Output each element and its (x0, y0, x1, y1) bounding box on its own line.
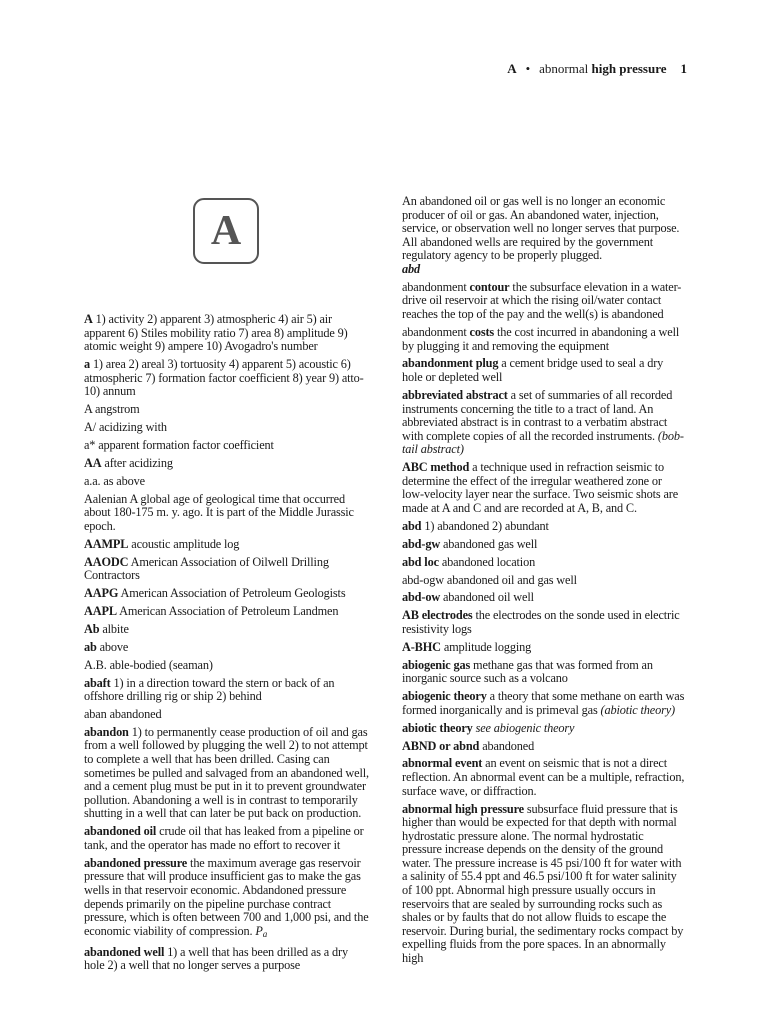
entry-term: abandonment (402, 324, 467, 339)
entry-definition: American Association of Petroleum Landmen (119, 603, 339, 618)
entry-definition: abandoned oil and gas well (446, 572, 577, 587)
entry-definition: An abandoned oil or gas well is no longer an economic producer of oil or gas. An abandoned water, injection, service, or observation well no longer serves that purpose. All abandoned wells are required by the government regulatory agency to be properly plugged. (402, 194, 680, 263)
entry-term: abd-gw (402, 536, 441, 551)
entry-term: AAPG (84, 586, 119, 601)
running-head (507, 61, 687, 77)
entry-definition: acoustic amplitude log (131, 536, 240, 551)
running-head-word1: abnormal (539, 61, 589, 76)
entry-definition: apparent formation factor coefficient (98, 437, 274, 452)
entry-term: A-BHC (402, 639, 441, 654)
entry-definition: abandoned location (441, 554, 536, 569)
entry-definition: a cement bridge used to seal a dry hole or depleted well (402, 356, 664, 385)
entry-term: abandon (84, 724, 129, 739)
dictionary-entry (84, 587, 370, 601)
entry-definition: a technique used in refraction seismic to determine the effect of the irregular weathered zone or low-velocity layer near the surface. Two seismic shots are made at A and C and are recorded at A, B, and C. (402, 460, 679, 515)
dictionary-entry (84, 641, 370, 655)
entry-definition: a set of summaries of all recorded instruments concerning the title to a tract of land. An abbreviated abstract is in contrast to a verbatim abstract with complete copies of all the recorded instruments. (402, 387, 673, 443)
dictionary-entry (84, 439, 370, 453)
entry-term: AAMPL (84, 536, 129, 551)
entry-definition: 1) area 2) areal 3) tortuosity 4) apparent 5) acoustic 6) atmospheric 7) formation factor coefficient 8) year 9) atto-10) annum (84, 357, 364, 399)
dictionary-entry (402, 757, 686, 798)
entry-term: ABND or abnd (402, 738, 480, 753)
dictionary-entry (402, 357, 686, 384)
right-column (402, 195, 686, 970)
running-head-letter: A (507, 61, 517, 76)
dictionary-entry (84, 623, 370, 637)
section-letter: A (210, 208, 242, 254)
entry-cross-reference: (bob-tail abstract) (402, 428, 684, 457)
entry-definition: the electrodes on the sonde used in electric resistivity logs (402, 608, 680, 636)
entry-definition: able-bodied (seaman) (109, 657, 213, 672)
entry-term: abbreviated abstract (402, 387, 508, 402)
entry-term: Aalenian (84, 491, 128, 506)
entry-cross-reference: see abiogenic theory (475, 720, 575, 735)
entry-definition: albite (102, 621, 129, 636)
dictionary-entry (84, 659, 370, 673)
entry-definition: a theory that some methane on earth was formed inorganically and is primeval gas (402, 689, 685, 717)
entry-continuation-tail: abd (402, 261, 420, 276)
dictionary-entry (402, 690, 686, 717)
dictionary-entry (402, 574, 686, 588)
dictionary-entry (402, 326, 686, 353)
dictionary-entry (402, 591, 686, 605)
section-letter-box (193, 198, 259, 264)
entry-term: a.a. (84, 473, 101, 488)
entry-term-bold: contour (469, 279, 510, 294)
dictionary-entry (402, 803, 686, 966)
entry-term: AB electrodes (402, 608, 473, 623)
entry-definition: an event on seismic that is not a direct reflection. An abnormal event can be a multiple, refraction, surface wave, or diffraction. (402, 756, 685, 798)
entry-definition: above (99, 639, 129, 654)
dictionary-entry (84, 358, 370, 399)
entry-definition: methane gas that was formed from an inorganic source such as a volcano (402, 657, 653, 686)
dictionary-entry (84, 857, 370, 942)
entry-definition: 1) in a direction toward the stern or back of an offshore drilling rig or ship 2) behind (84, 675, 335, 704)
entry-definition: 1) to permanently cease production of oil and gas from a well followed by plugging the well 2) to not attempt to complete a well that has been drilled. Casing can sometimes be pulled and salvaged from an abandoned well, and a cement plug must be put in it to prevent groundwater pollution. Abandoning a well is in contrast to temporarily shutting in a well that can later be put back on production. (84, 724, 369, 821)
dictionary-entry (402, 556, 686, 570)
dictionary-entry (402, 641, 686, 655)
dictionary-entry (84, 313, 370, 354)
dictionary-entry (84, 475, 370, 489)
page-number: 1 (680, 61, 687, 76)
entry-term: abiogenic theory (402, 689, 487, 704)
entry-cross-reference: (abiotic theory) (600, 702, 675, 717)
entry-term: abiotic theory (402, 720, 473, 735)
entry-term: abandonment (402, 279, 467, 294)
entry-definition: as above (103, 473, 145, 488)
entry-term: ABC method (402, 460, 470, 475)
dictionary-entry (84, 605, 370, 619)
entry-term: abandoned well (84, 944, 165, 959)
dictionary-entry (84, 403, 370, 417)
entry-term: ab (84, 639, 97, 654)
dictionary-entry (84, 493, 370, 534)
dictionary-entry (402, 281, 686, 322)
dictionary-entry (402, 520, 686, 534)
dictionary-entry (84, 677, 370, 704)
entry-term-bold: costs (469, 324, 495, 339)
entry-definition: the subsurface elevation in a water-drive oil reservoir at which the rising oil/water contact reaches the top of the pay and the well(s) is abandoned (402, 279, 682, 322)
entry-term: AAPL (84, 603, 117, 618)
entry-term: A.B. (84, 657, 107, 672)
entry-definition: abandoned oil well (443, 590, 534, 605)
entry-definition: 1) activity 2) apparent 3) atmospheric 4) air 5) air apparent 6) Stiles mobility ratio 7) area 8) amplitude 9) atomic weight 9) ampere 10) Avogadro's number (84, 312, 348, 354)
entry-term: abd-ogw (402, 572, 444, 587)
entry-term: Ab (84, 621, 100, 636)
dictionary-entry (402, 659, 686, 686)
entry-term: A/ (84, 420, 96, 435)
dictionary-entry (84, 538, 370, 552)
running-head-separator: • (525, 61, 531, 76)
dictionary-entry (84, 421, 370, 435)
entry-term: a (84, 357, 90, 372)
entry-definition: 1) abandoned 2) abundant (424, 518, 549, 533)
entry-definition: subsurface fluid pressure that is higher than would be expected for that depth with normal hydrostatic pressure alone. The normal hydrostatic pressure increase depends on the density of the ground water. The pressure increase is 45 psi/100 ft for water with a salinity of 55.4 ppt and 46.5 psi/100 ft for water salinity of 100 ppt. Abnormal high pressure usually occurs in reservoirs that are sealed by surrounding rocks such as shales or by faults that do not allow fluids to escape the reservoir. During burial, the sedimentary rocks compact by expelling fluids from the pore spaces. In an abnormally high (402, 801, 684, 966)
entry-definition: abandoned (482, 738, 535, 753)
entry-definition: American Association of Oilwell Drilling Contractors (84, 554, 329, 583)
entry-term: abnormal high pressure (402, 801, 524, 816)
dictionary-entry (402, 609, 686, 636)
dictionary-entry (402, 389, 686, 457)
entry-definition: the cost incurred in abandoning a well by plugging it and removing the equipment (402, 324, 680, 353)
entry-term: abd loc (402, 554, 439, 569)
entry-term: A (84, 402, 93, 417)
dictionary-entry (402, 195, 686, 277)
entry-term: abd (402, 518, 422, 533)
dictionary-entry (402, 722, 686, 736)
running-head-word2: high pressure (591, 61, 667, 76)
dictionary-entry (84, 556, 370, 583)
left-column (84, 313, 370, 977)
entry-term: abd-ow (402, 590, 441, 605)
entry-definition: acidizing with (98, 420, 167, 435)
entry-term: abandoned pressure (84, 855, 188, 870)
entry-symbol-subscript: a (262, 928, 268, 939)
entry-definition: abandoned gas well (443, 536, 538, 551)
entry-definition: American Association of Petroleum Geologists (120, 586, 346, 601)
entry-term: abiogenic gas (402, 657, 471, 672)
entry-definition: A global age of geological time that occurred about 180-175 m. y. ago. It is part of the Middle Jurassic epoch. (84, 491, 354, 533)
dictionary-entry (402, 461, 686, 515)
dictionary-entry (84, 457, 370, 471)
dictionary-entry (84, 946, 370, 973)
dictionary-entry (84, 708, 370, 722)
dictionary-entry (84, 825, 370, 852)
dictionary-entry (402, 740, 686, 754)
entry-term: abandoned oil (84, 824, 157, 839)
entry-term: a* (84, 437, 96, 452)
entry-definition: after acidizing (104, 455, 173, 470)
entry-definition: abandoned (109, 707, 162, 721)
entry-definition: crude oil that has leaked from a pipeline or tank, and the operator has made no effort to recover it (84, 824, 364, 852)
dictionary-entry (84, 726, 370, 821)
entry-term: A (84, 312, 93, 326)
entry-term: abandonment plug (402, 356, 499, 371)
entry-term: AA (84, 455, 102, 470)
entry-term: aban (84, 707, 107, 721)
entry-term: abnormal event (402, 756, 483, 771)
entry-definition: amplitude logging (443, 639, 532, 654)
entry-term: AAODC (84, 554, 129, 569)
entry-term: abaft (84, 675, 111, 690)
entry-definition: the maximum average gas reservoir pressure that will produce insufficient gas to make the gas wells in that reservoir economic. Abdandoned pressure depends primarily on the pipeline purchase contract pressure, which is often between 700 and 1,000 psi, and the economic viability of compression. (84, 855, 369, 938)
dictionary-entry (402, 538, 686, 552)
entry-symbol: $P_a$ (255, 923, 268, 939)
entry-definition: 1) a well that has been drilled as a dry hole 2) a well that no longer serves a purpose (84, 944, 348, 973)
entry-definition: angstrom (95, 402, 140, 417)
